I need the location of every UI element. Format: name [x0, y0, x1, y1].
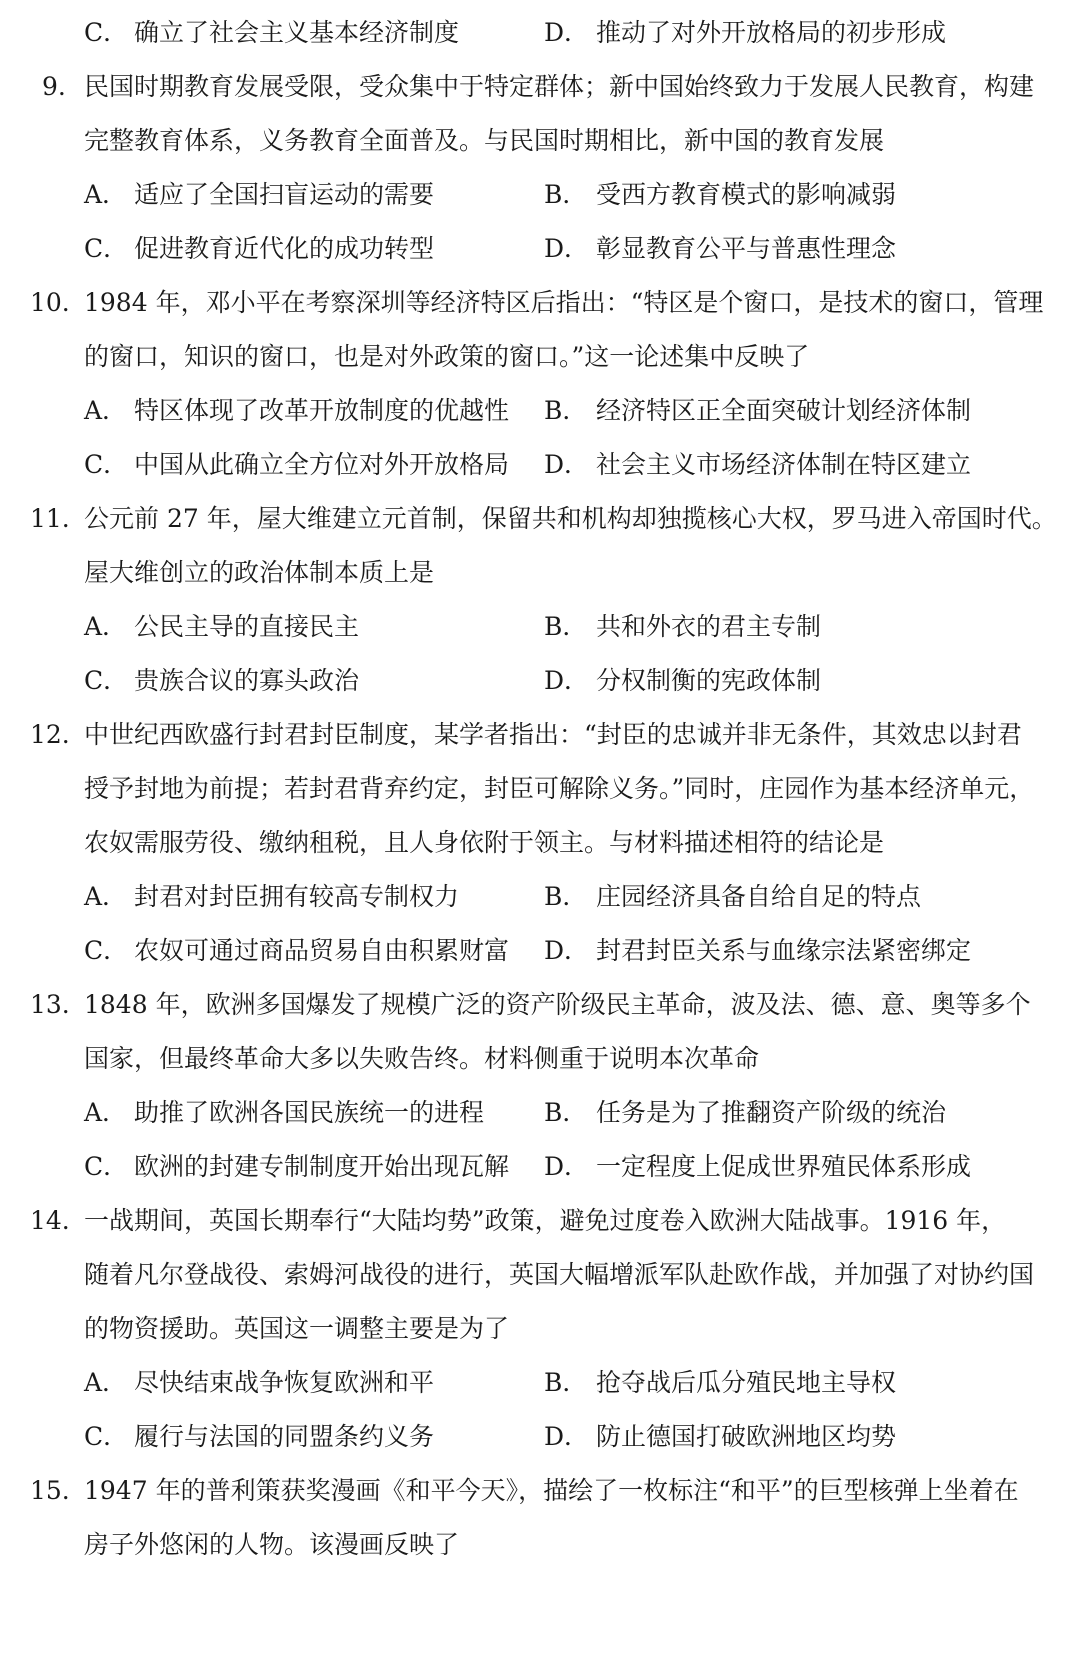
question-stem: 授予封地为前提；若封君背弃约定，封臣可解除义务。”同时，庄园作为基本经济单元，: [84, 774, 1035, 803]
option-label: B．: [544, 180, 588, 209]
option-label: B．: [544, 396, 588, 425]
option-text: 推动了对外开放格局的初步形成: [596, 18, 947, 47]
option-text: 欧洲的封建专制制度开始出现瓦解: [134, 1152, 510, 1181]
option-text: 中国从此确立全方位对外开放格局: [134, 450, 510, 479]
option-text: 适应了全国扫盲运动的需要: [134, 180, 435, 209]
question-stem-line: [0, 1471, 1080, 1511]
question-stem-line: [0, 121, 1080, 161]
question-stem: 完整教育体系，义务教育全面普及。与民国时期相比，新中国的教育发展: [84, 126, 885, 155]
option-text: 贵族合议的寡头政治: [134, 666, 360, 695]
question-stem: 的物资援助。英国这一调整主要是为了: [84, 1314, 510, 1343]
option-label: B．: [544, 882, 588, 911]
option-text: 公民主导的直接民主: [134, 612, 360, 641]
option-label: B．: [544, 1098, 588, 1127]
options-row: [0, 391, 1080, 431]
option-label: A．: [84, 1368, 128, 1397]
options-row: [0, 607, 1080, 647]
option-text: 农奴可通过商品贸易自由积累财富: [134, 936, 510, 965]
option-label: A．: [84, 882, 128, 911]
question-stem: 1947 年的普利策获奖漫画《和平今天》，描绘了一枚标注“和平”的巨型核弹上坐着在: [84, 1476, 1019, 1505]
option-text: 共和外衣的君主专制: [596, 612, 822, 641]
option-text: 经济特区正全面突破计划经济体制: [596, 396, 972, 425]
question-stem: 农奴需服劳役、缴纳租税，且人身依附于领主。与材料描述相符的结论是: [84, 828, 885, 857]
option-text: 特区体现了改革开放制度的优越性: [134, 396, 510, 425]
options-row: [0, 445, 1080, 485]
option-text: 彰显教育公平与普惠性理念: [596, 234, 897, 263]
option-label: C．: [84, 1422, 129, 1451]
question-stem-line: [0, 769, 1080, 809]
question-stem-line: [0, 985, 1080, 1025]
options-row: [0, 229, 1080, 269]
option-label: C．: [84, 1152, 129, 1181]
option-label: D．: [544, 936, 590, 965]
options-row: [0, 661, 1080, 701]
question-stem-line: [0, 1039, 1080, 1079]
option-text: 受西方教育模式的影响减弱: [596, 180, 897, 209]
question-stem: 公元前 27 年，屋大维建立元首制，保留共和机构却独揽核心大权，罗马进入帝国时代。: [84, 504, 1057, 533]
question-stem: 1848 年，欧洲多国爆发了规模广泛的资产阶级民主革命，波及法、德、意、奥等多个: [84, 990, 1031, 1019]
option-text: 尽快结束战争恢复欧洲和平: [134, 1368, 435, 1397]
option-label: C．: [84, 234, 129, 263]
question-number: 10.: [30, 288, 70, 317]
question-stem: 的窗口，知识的窗口，也是对外政策的窗口。”这一论述集中反映了: [84, 342, 810, 371]
option-label: D．: [544, 234, 590, 263]
question-number: 11.: [30, 504, 70, 533]
options-row: [0, 1093, 1080, 1133]
options-row: [0, 175, 1080, 215]
question-stem-line: [0, 337, 1080, 377]
question-number: 9.: [42, 72, 66, 101]
option-label: B．: [544, 612, 588, 641]
option-label: C．: [84, 666, 129, 695]
option-label: A．: [84, 612, 128, 641]
option-label: A．: [84, 180, 128, 209]
question-number: 15.: [30, 1476, 70, 1505]
option-label: D．: [544, 18, 590, 47]
options-row: [0, 13, 1080, 53]
question-stem: 国家，但最终革命大多以失败告终。材料侧重于说明本次革命: [84, 1044, 760, 1073]
option-label: D．: [544, 1152, 590, 1181]
option-text: 防止德国打破欧洲地区均势: [596, 1422, 897, 1451]
option-label: D．: [544, 1422, 590, 1451]
option-label: C．: [84, 450, 129, 479]
question-stem-line: [0, 823, 1080, 863]
question-stem: 屋大维创立的政治体制本质上是: [84, 558, 435, 587]
question-stem-line: [0, 553, 1080, 593]
question-number: 12.: [30, 720, 70, 749]
question-stem-line: [0, 715, 1080, 755]
option-text: 助推了欧洲各国民族统一的进程: [134, 1098, 485, 1127]
option-label: D．: [544, 450, 590, 479]
question-stem-line: [0, 1525, 1080, 1565]
question-stem-line: [0, 1255, 1080, 1295]
option-text: 社会主义市场经济体制在特区建立: [596, 450, 972, 479]
question-stem: 一战期间，英国长期奉行“大陆均势”政策，避免过度卷入欧洲大陆战事。1916 年，: [84, 1206, 1007, 1235]
option-text: 分权制衡的宪政体制: [596, 666, 822, 695]
question-stem: 1984 年，邓小平在考察深圳等经济特区后指出：“特区是个窗口，是技术的窗口，管理: [84, 288, 1044, 317]
option-text: 履行与法国的同盟条约义务: [134, 1422, 435, 1451]
option-text: 抢夺战后瓜分殖民地主导权: [596, 1368, 897, 1397]
option-text: 任务是为了推翻资产阶级的统治: [596, 1098, 947, 1127]
option-label: C．: [84, 18, 129, 47]
question-number: 14.: [30, 1206, 70, 1235]
question-stem: 中世纪西欧盛行封君封臣制度，某学者指出：“封臣的忠诚并非无条件，其效忠以封君: [84, 720, 1022, 749]
question-stem: 随着凡尔登战役、索姆河战役的进行，英国大幅增派军队赴欧作战，并加强了对协约国: [84, 1260, 1035, 1289]
option-label: D．: [544, 666, 590, 695]
options-row: [0, 877, 1080, 917]
option-text: 庄园经济具备自给自足的特点: [596, 882, 922, 911]
options-row: [0, 1417, 1080, 1457]
options-row: [0, 931, 1080, 971]
option-text: 封君封臣关系与血缘宗法紧密绑定: [596, 936, 972, 965]
option-label: B．: [544, 1368, 588, 1397]
option-text: 一定程度上促成世界殖民体系形成: [596, 1152, 972, 1181]
question-stem-line: [0, 67, 1080, 107]
question-stem-line: [0, 1309, 1080, 1349]
option-text: 促进教育近代化的成功转型: [134, 234, 435, 263]
question-stem: 房子外悠闲的人物。该漫画反映了: [84, 1530, 460, 1559]
options-row: [0, 1147, 1080, 1187]
question-number: 13.: [30, 990, 70, 1019]
question-stem: 民国时期教育发展受限，受众集中于特定群体；新中国始终致力于发展人民教育，构建: [84, 72, 1035, 101]
question-stem-line: [0, 499, 1080, 539]
option-label: A．: [84, 396, 128, 425]
option-text: 封君对封臣拥有较高专制权力: [134, 882, 460, 911]
options-row: [0, 1363, 1080, 1403]
option-text: 确立了社会主义基本经济制度: [134, 18, 460, 47]
option-label: A．: [84, 1098, 128, 1127]
question-stem-line: [0, 1201, 1080, 1241]
question-stem-line: [0, 283, 1080, 323]
option-label: C．: [84, 936, 129, 965]
